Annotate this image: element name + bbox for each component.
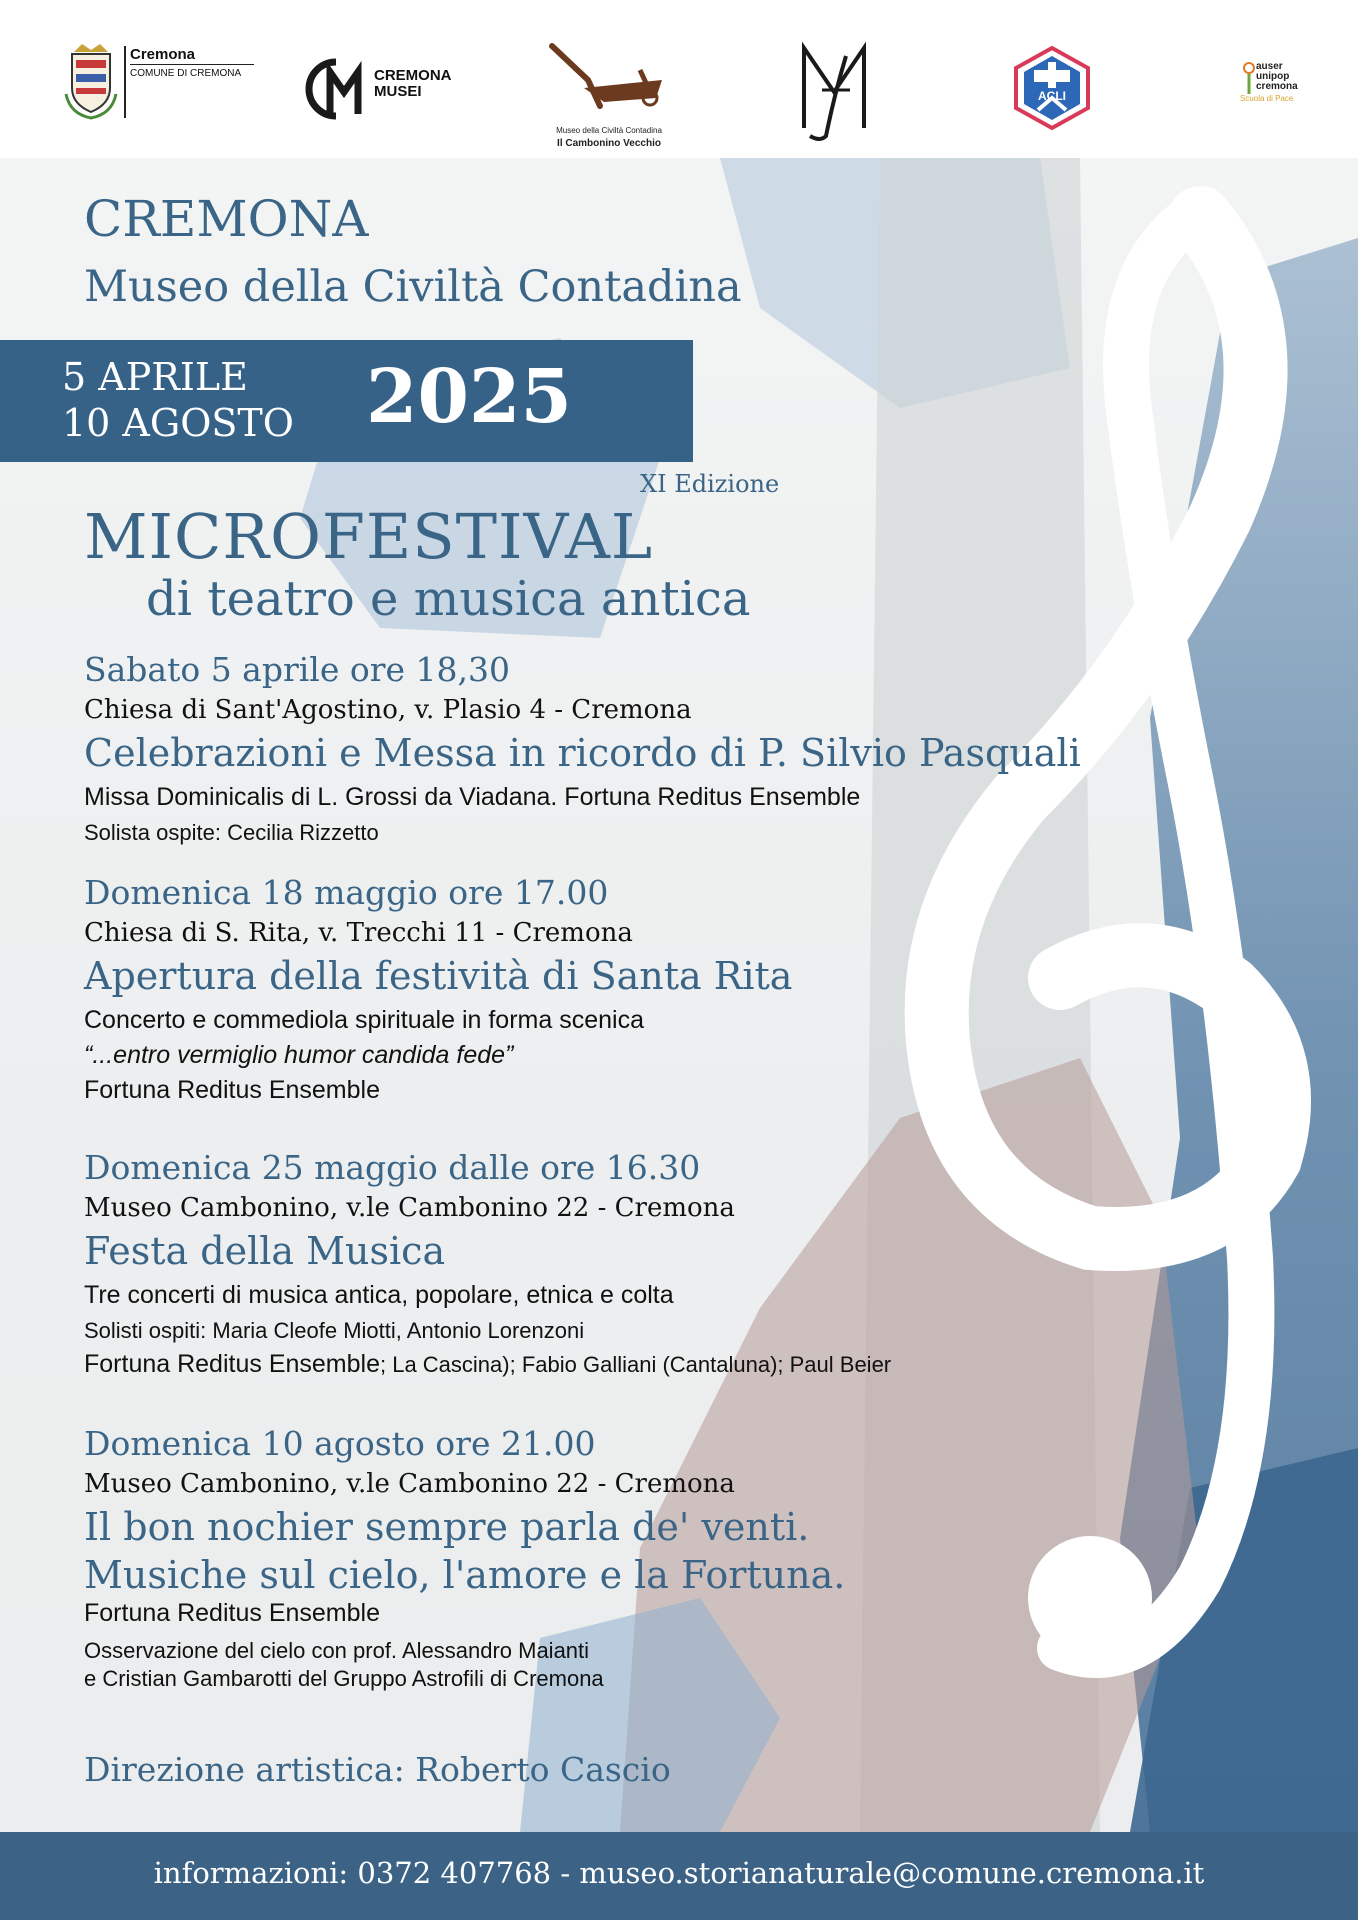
date-range [62, 354, 294, 446]
event-title-line2: Musiche sul cielo, l'amore e la Fortuna. [84, 1553, 846, 1597]
edition-label: XI Edizione [640, 470, 780, 498]
event-ensembles [84, 1350, 891, 1379]
event-ensemble-main: Fortuna Reditus Ensemble [84, 1350, 380, 1378]
monogram-logo [792, 36, 876, 144]
event-date: Domenica 18 maggio ore 17.00 [84, 873, 609, 912]
event-place: Chiesa di Sant'Agostino, v. Plasio 4 - Cremona [84, 695, 692, 725]
event-quote: “...entro vermiglio humor candida fede” [84, 1041, 514, 1069]
city-heading: CREMONA [84, 190, 369, 248]
event-ensemble-others: ; La Cascina); Fabio Galliani (Cantaluna); Paul Beier [379, 1352, 892, 1377]
musei-logo-line1: CREMONA [374, 67, 452, 84]
event-title: Apertura della festività di Santa Rita [84, 954, 793, 998]
musei-cm-icon [302, 54, 374, 124]
event-title-line1: Il bon nochier sempre parla de' venti. [84, 1505, 810, 1549]
event-ensemble: Fortuna Reditus Ensemble [84, 1599, 380, 1627]
cambonino-logo-line2: Il Cambonino Vecchio [557, 138, 661, 149]
date-start: 5 APRILE [62, 355, 248, 399]
event-place: Museo Cambonino, v.le Cambonino 22 - Cremona [84, 1193, 735, 1223]
musei-logo-line2: MUSEI [374, 83, 422, 100]
cambonino-logo [534, 40, 684, 156]
event-note-line2: e Cristian Gambarotti del Gruppo Astrofili di Cremona [84, 1666, 604, 1691]
event-2 [84, 873, 792, 1105]
date-end: 10 AGOSTO [62, 401, 294, 445]
cremona-musei-logo [302, 54, 472, 124]
auser-line3: cremona [1256, 81, 1298, 92]
plough-icon [544, 40, 674, 120]
footer-contact: informazioni: 0372 407768 - museo.storianaturale@comune.cremona.it [153, 1856, 1205, 1890]
logo-bar [0, 0, 1358, 158]
cremona-logo-name: Cremona [130, 46, 196, 63]
auser-logo [1236, 60, 1336, 120]
year: 2025 [366, 354, 572, 440]
auser-line2: unipop [1256, 71, 1290, 82]
monogram-icon [792, 36, 876, 144]
event-description: Concerto e commediola spirituale in forma scenica [84, 1006, 644, 1034]
event-ensemble: Fortuna Reditus Ensemble [84, 1076, 380, 1104]
event-date: Domenica 25 maggio dalle ore 16.30 [84, 1148, 701, 1187]
comune-cremona-logo [62, 44, 262, 124]
cremona-crest-icon [62, 44, 120, 120]
festival-subtitle: di teatro e musica antica [146, 571, 751, 627]
event-title: Celebrazioni e Messa in ricordo di P. Silvio Pasquali [84, 731, 1081, 775]
event-title: Festa della Musica [84, 1229, 446, 1273]
cremona-logo-sub: COMUNE DI CREMONA [130, 68, 242, 79]
event-soloist: Solista ospite: Cecilia Rizzetto [84, 820, 379, 845]
festival-title: MICROFESTIVAL [84, 500, 654, 573]
auser-line1: auser [1256, 61, 1283, 72]
event-description: Tre concerti di musica antica, popolare, etnica e colta [84, 1281, 674, 1309]
event-place: Museo Cambonino, v.le Cambonino 22 - Cremona [84, 1469, 735, 1499]
museum-heading: Museo della Civiltà Contadina [84, 262, 742, 312]
acli-logo [1012, 46, 1092, 130]
event-description: Missa Dominicalis di L. Grossi da Viadana. Fortuna Reditus Ensemble [84, 783, 861, 811]
event-note-line1: Osservazione del cielo con prof. Alessandro Maianti [84, 1638, 590, 1663]
event-date: Domenica 10 agosto ore 21.00 [84, 1424, 596, 1463]
event-3 [84, 1148, 891, 1379]
artistic-direction: Direzione artistica: Roberto Cascio [84, 1750, 671, 1789]
event-date: Sabato 5 aprile ore 18,30 [84, 650, 511, 689]
cambonino-logo-line1: Museo della Civiltà Contadina [556, 126, 662, 135]
event-soloists: Solisti ospiti: Maria Cleofe Miotti, Antonio Lorenzoni [84, 1318, 585, 1343]
event-1 [84, 650, 1081, 846]
acli-logo-text: ACLI [1038, 89, 1066, 103]
auser-line4: Scuola di Pace [1240, 94, 1294, 103]
acli-hexagon-icon [1012, 46, 1092, 130]
event-place: Chiesa di S. Rita, v. Trecchi 11 - Cremona [84, 918, 633, 948]
event-4 [84, 1424, 845, 1692]
